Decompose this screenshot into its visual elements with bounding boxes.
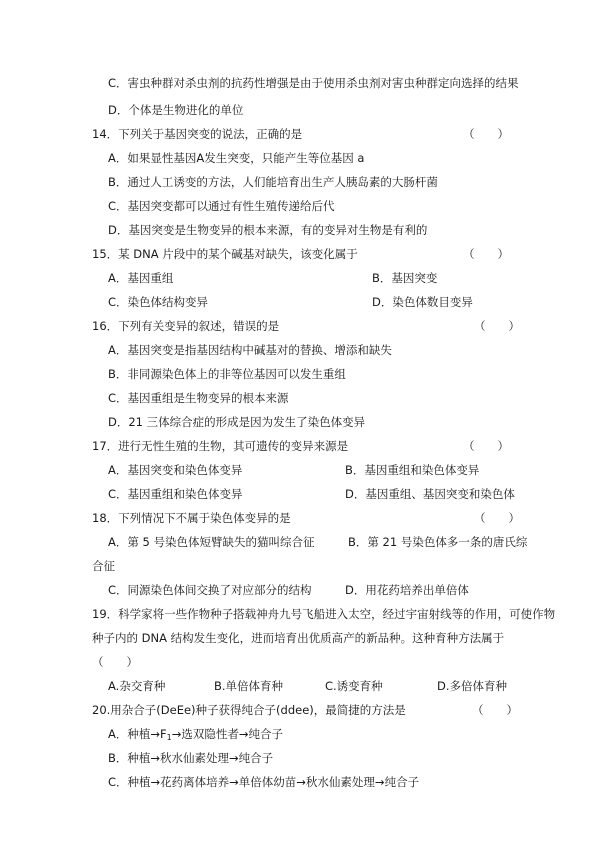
- answer-paren: （ ）: [463, 247, 509, 261]
- option-c: C.诱变育种: [325, 679, 383, 693]
- option-d: D．个体是生物进化的单位: [108, 103, 244, 117]
- option-a: A．第 5 号染色体短臂缺失的猫叫综合征: [108, 535, 315, 549]
- question-14-stem: 14．下列关于基因突变的说法，正确的是: [92, 127, 303, 141]
- option-d: D．基因突变是生物变异的根本来源，有的变异对生物是有利的: [108, 223, 428, 237]
- option-c: C．基因重组和染色体变异: [108, 487, 243, 501]
- option-d: D.多倍体育种: [437, 679, 508, 693]
- option-a: A.杂交育种: [108, 679, 166, 693]
- question-18-stem: 18．下列情况下不属于染色体变异的是: [92, 511, 291, 525]
- option-b: B.单倍体育种: [214, 679, 284, 693]
- option-c: C．染色体结构变异: [108, 295, 209, 309]
- question-19-stem-continued: 种子内的 DNA 结构发生变化，进而培育出优质高产的新品种。这种育种方法属于: [92, 631, 505, 645]
- option-d: D．用花药培养出单倍体: [345, 583, 469, 597]
- option-a: A．基因重组: [108, 271, 174, 285]
- answer-paren: （ ）: [463, 127, 509, 141]
- option-b: B．基因重组和染色体变异: [345, 463, 480, 477]
- subscript: 1: [166, 733, 172, 742]
- option-c: C．种植→花药离体培养→单倍体幼苗→秋水仙素处理→纯合子: [108, 775, 420, 789]
- question-16-stem: 16．下列有关变异的叙述，错误的是: [92, 319, 280, 333]
- option-b: B．第 21 号染色体多一条的唐氏综: [348, 535, 528, 549]
- option-d: D．染色体数目变异: [372, 295, 473, 309]
- option-b: B．基因突变: [372, 271, 438, 285]
- answer-paren: （ ）: [472, 703, 518, 717]
- answer-paren: （ ）: [463, 439, 509, 453]
- option-c: C．基因重组是生物变异的根本来源: [108, 391, 289, 405]
- question-17-stem: 17．进行无性生殖的生物，其可遗传的变异来源是: [92, 439, 349, 453]
- option-b-continued: 合征: [92, 559, 115, 573]
- option-a: A．如果显性基因A发生突变，只能产生等位基因 a: [108, 151, 365, 165]
- option-d: D．基因重组、基因突变和染色体: [345, 487, 515, 501]
- answer-paren: （ ）: [474, 511, 520, 525]
- option-b: B．通过人工诱变的方法，人们能培育出生产人胰岛素的大肠杆菌: [108, 175, 438, 189]
- option-a: A．基因突变是指基因结构中碱基对的替换、增添和缺失: [108, 343, 392, 357]
- question-20-stem: 20.用杂合子(DeEe)种子获得纯合子(ddee)，最简捷的方法是: [92, 703, 406, 717]
- option-a-prefix: A．种植→F: [108, 727, 167, 741]
- answer-paren: （ ）: [474, 319, 520, 333]
- option-a: A．基因突变和染色体变异: [108, 463, 243, 477]
- question-15-stem: 15．某 DNA 片段中的某个碱基对缺失，该变化属于: [92, 247, 358, 261]
- option-b: B．种植→秋水仙素处理→纯合子: [108, 751, 274, 765]
- question-19-stem: 19．科学家将一些作物种子搭载神舟九号飞船进入太空，经过宇宙射线等的作用，可使作物: [92, 607, 556, 621]
- option-c: C．害虫种群对杀虫剂的抗药性增强是由于使用杀虫剂对害虫种群定向选择的结果: [108, 76, 519, 90]
- option-c: C．基因突变都可以通过有性生殖传递给后代: [108, 199, 335, 213]
- option-c: C．同源染色体间交换了对应部分的结构: [108, 583, 312, 597]
- option-a: [108, 726, 283, 746]
- option-d: D．21 三体综合症的形成是因为发生了染色体变异: [108, 415, 366, 429]
- answer-paren: （ ）: [92, 655, 138, 669]
- option-b: B．非同源染色体上的非等位基因可以发生重组: [108, 367, 346, 381]
- option-a-suffix: →选双隐性者→纯合子: [171, 727, 283, 741]
